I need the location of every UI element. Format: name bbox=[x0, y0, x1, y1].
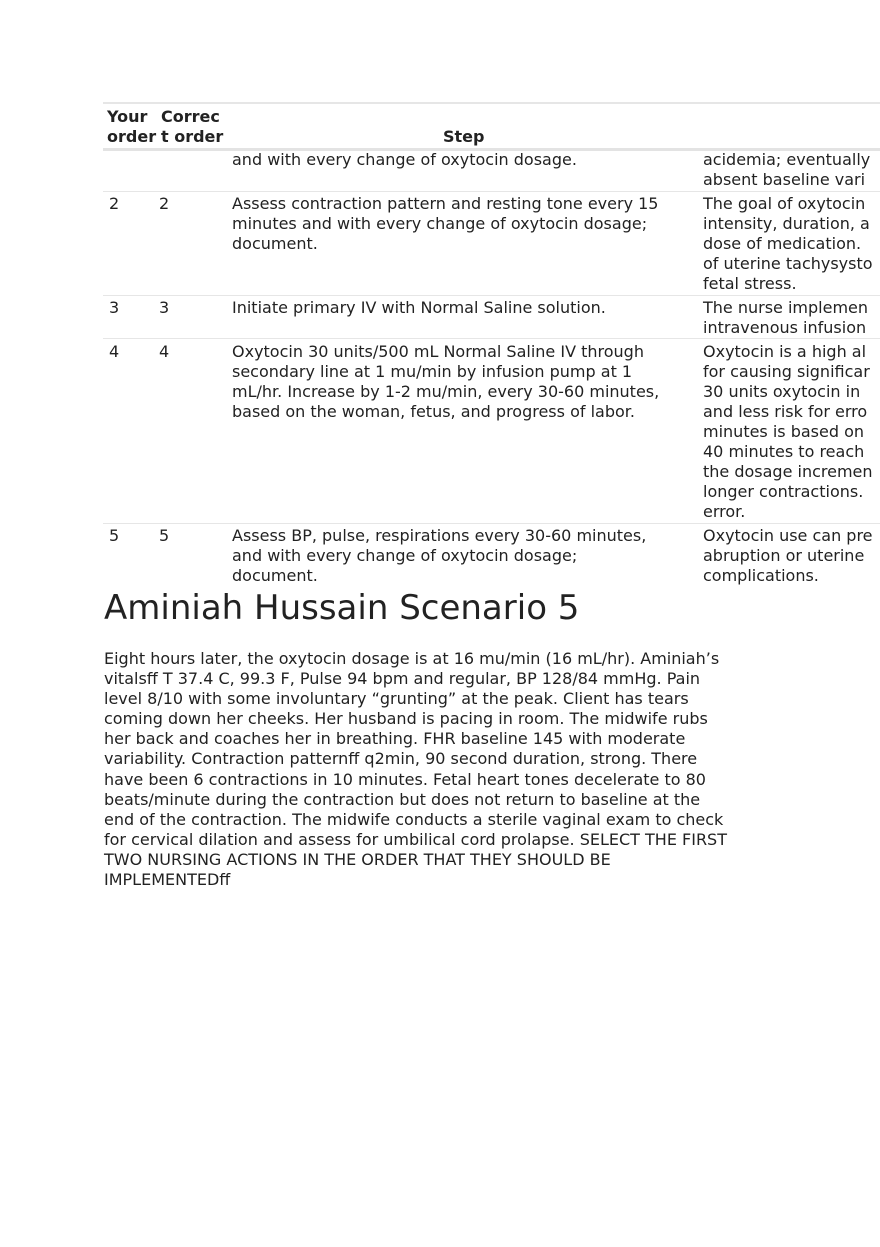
table-top-rule bbox=[103, 102, 880, 104]
row-divider bbox=[103, 295, 880, 296]
header-correct-order bbox=[161, 107, 229, 147]
header-your-order bbox=[107, 107, 156, 147]
header-correct-order-line1: Correc bbox=[161, 107, 220, 126]
header-step: Step bbox=[443, 127, 485, 146]
rationale-cell: The nurse implemen intravenous infusion bbox=[703, 298, 869, 337]
scenario-title: Aminiah Hussain Scenario 5 bbox=[104, 588, 580, 628]
rationale-cell: Oxytocin is a high al for causing significar 30 units oxytocin in and less risk for erro minutes is based on 40 minutes to reach the dosage incremen longer contractions. error. bbox=[703, 342, 873, 521]
your-order-cell: 2 bbox=[109, 194, 120, 213]
scenario-body: Eight hours later, the oxytocin dosage is at 16 mu/min (16 mL/hr). Aminiah’s vitalsff T 37.4 C, 99.3 F, Pulse 94 bpm and regular, BP 128/84 mmHg. Pain level 8/10 with some involuntary “grunting” at the peak. Client has tears coming down her cheeks. Her husband is pacing in room. The midwife rubs her back and coaches her in breathing. FHR baseline 145 with moderate variability. Contraction patternff q2min, 90 second duration, strong. There have been 6 contractions in 10 minutes. Fetal heart tones decelerate to 80 beats/minute during the contraction but does not return to baseline at the end of the contraction. The midwife conducts a sterile vaginal exam to check for cervical dilation and assess for umbilical cord prolapse. SELECT THE FIRST TWO NURSING ACTIONS IN THE ORDER THAT THEY SHOULD BE IMPLEMENTEDff bbox=[104, 649, 727, 890]
step-cell: Initiate primary IV with Normal Saline solution. bbox=[232, 298, 606, 317]
header-correct-order-line2: t order bbox=[161, 127, 224, 146]
table-header bbox=[103, 106, 880, 148]
row-divider bbox=[103, 191, 880, 192]
step-cell: and with every change of oxytocin dosage. bbox=[232, 150, 577, 169]
your-order-cell: 3 bbox=[109, 298, 120, 317]
correct-order-cell: 5 bbox=[159, 526, 170, 545]
header-your-order-line1: Your bbox=[107, 107, 148, 126]
header-your-order-line2: order bbox=[107, 127, 157, 146]
step-cell: Assess contraction pattern and resting tone every 15 minutes and with every change of oxytocin dosage; document. bbox=[232, 194, 659, 253]
rationale-cell: Oxytocin use can pre abruption or uterine complications. bbox=[703, 526, 873, 585]
your-order-cell: 5 bbox=[109, 526, 120, 545]
step-cell: Assess BP, pulse, respirations every 30-60 minutes, and with every change of oxytocin dosage; document. bbox=[232, 526, 647, 585]
rationale-cell: acidemia; eventually absent baseline vari bbox=[703, 150, 871, 189]
row-divider bbox=[103, 523, 880, 524]
rationale-cell: The goal of oxytocin intensity, duration, a dose of medication. of uterine tachysysto fetal stress. bbox=[703, 194, 873, 293]
your-order-cell: 4 bbox=[109, 342, 120, 361]
correct-order-cell: 4 bbox=[159, 342, 170, 361]
correct-order-cell: 2 bbox=[159, 194, 170, 213]
row-divider bbox=[103, 338, 880, 339]
correct-order-cell: 3 bbox=[159, 298, 170, 317]
step-cell: Oxytocin 30 units/500 mL Normal Saline IV through secondary line at 1 mu/min by infusion pump at 1 mL/hr. Increase by 1-2 mu/min, every 30-60 minutes, based on the woman, fetus, and progress of labor. bbox=[232, 342, 660, 421]
